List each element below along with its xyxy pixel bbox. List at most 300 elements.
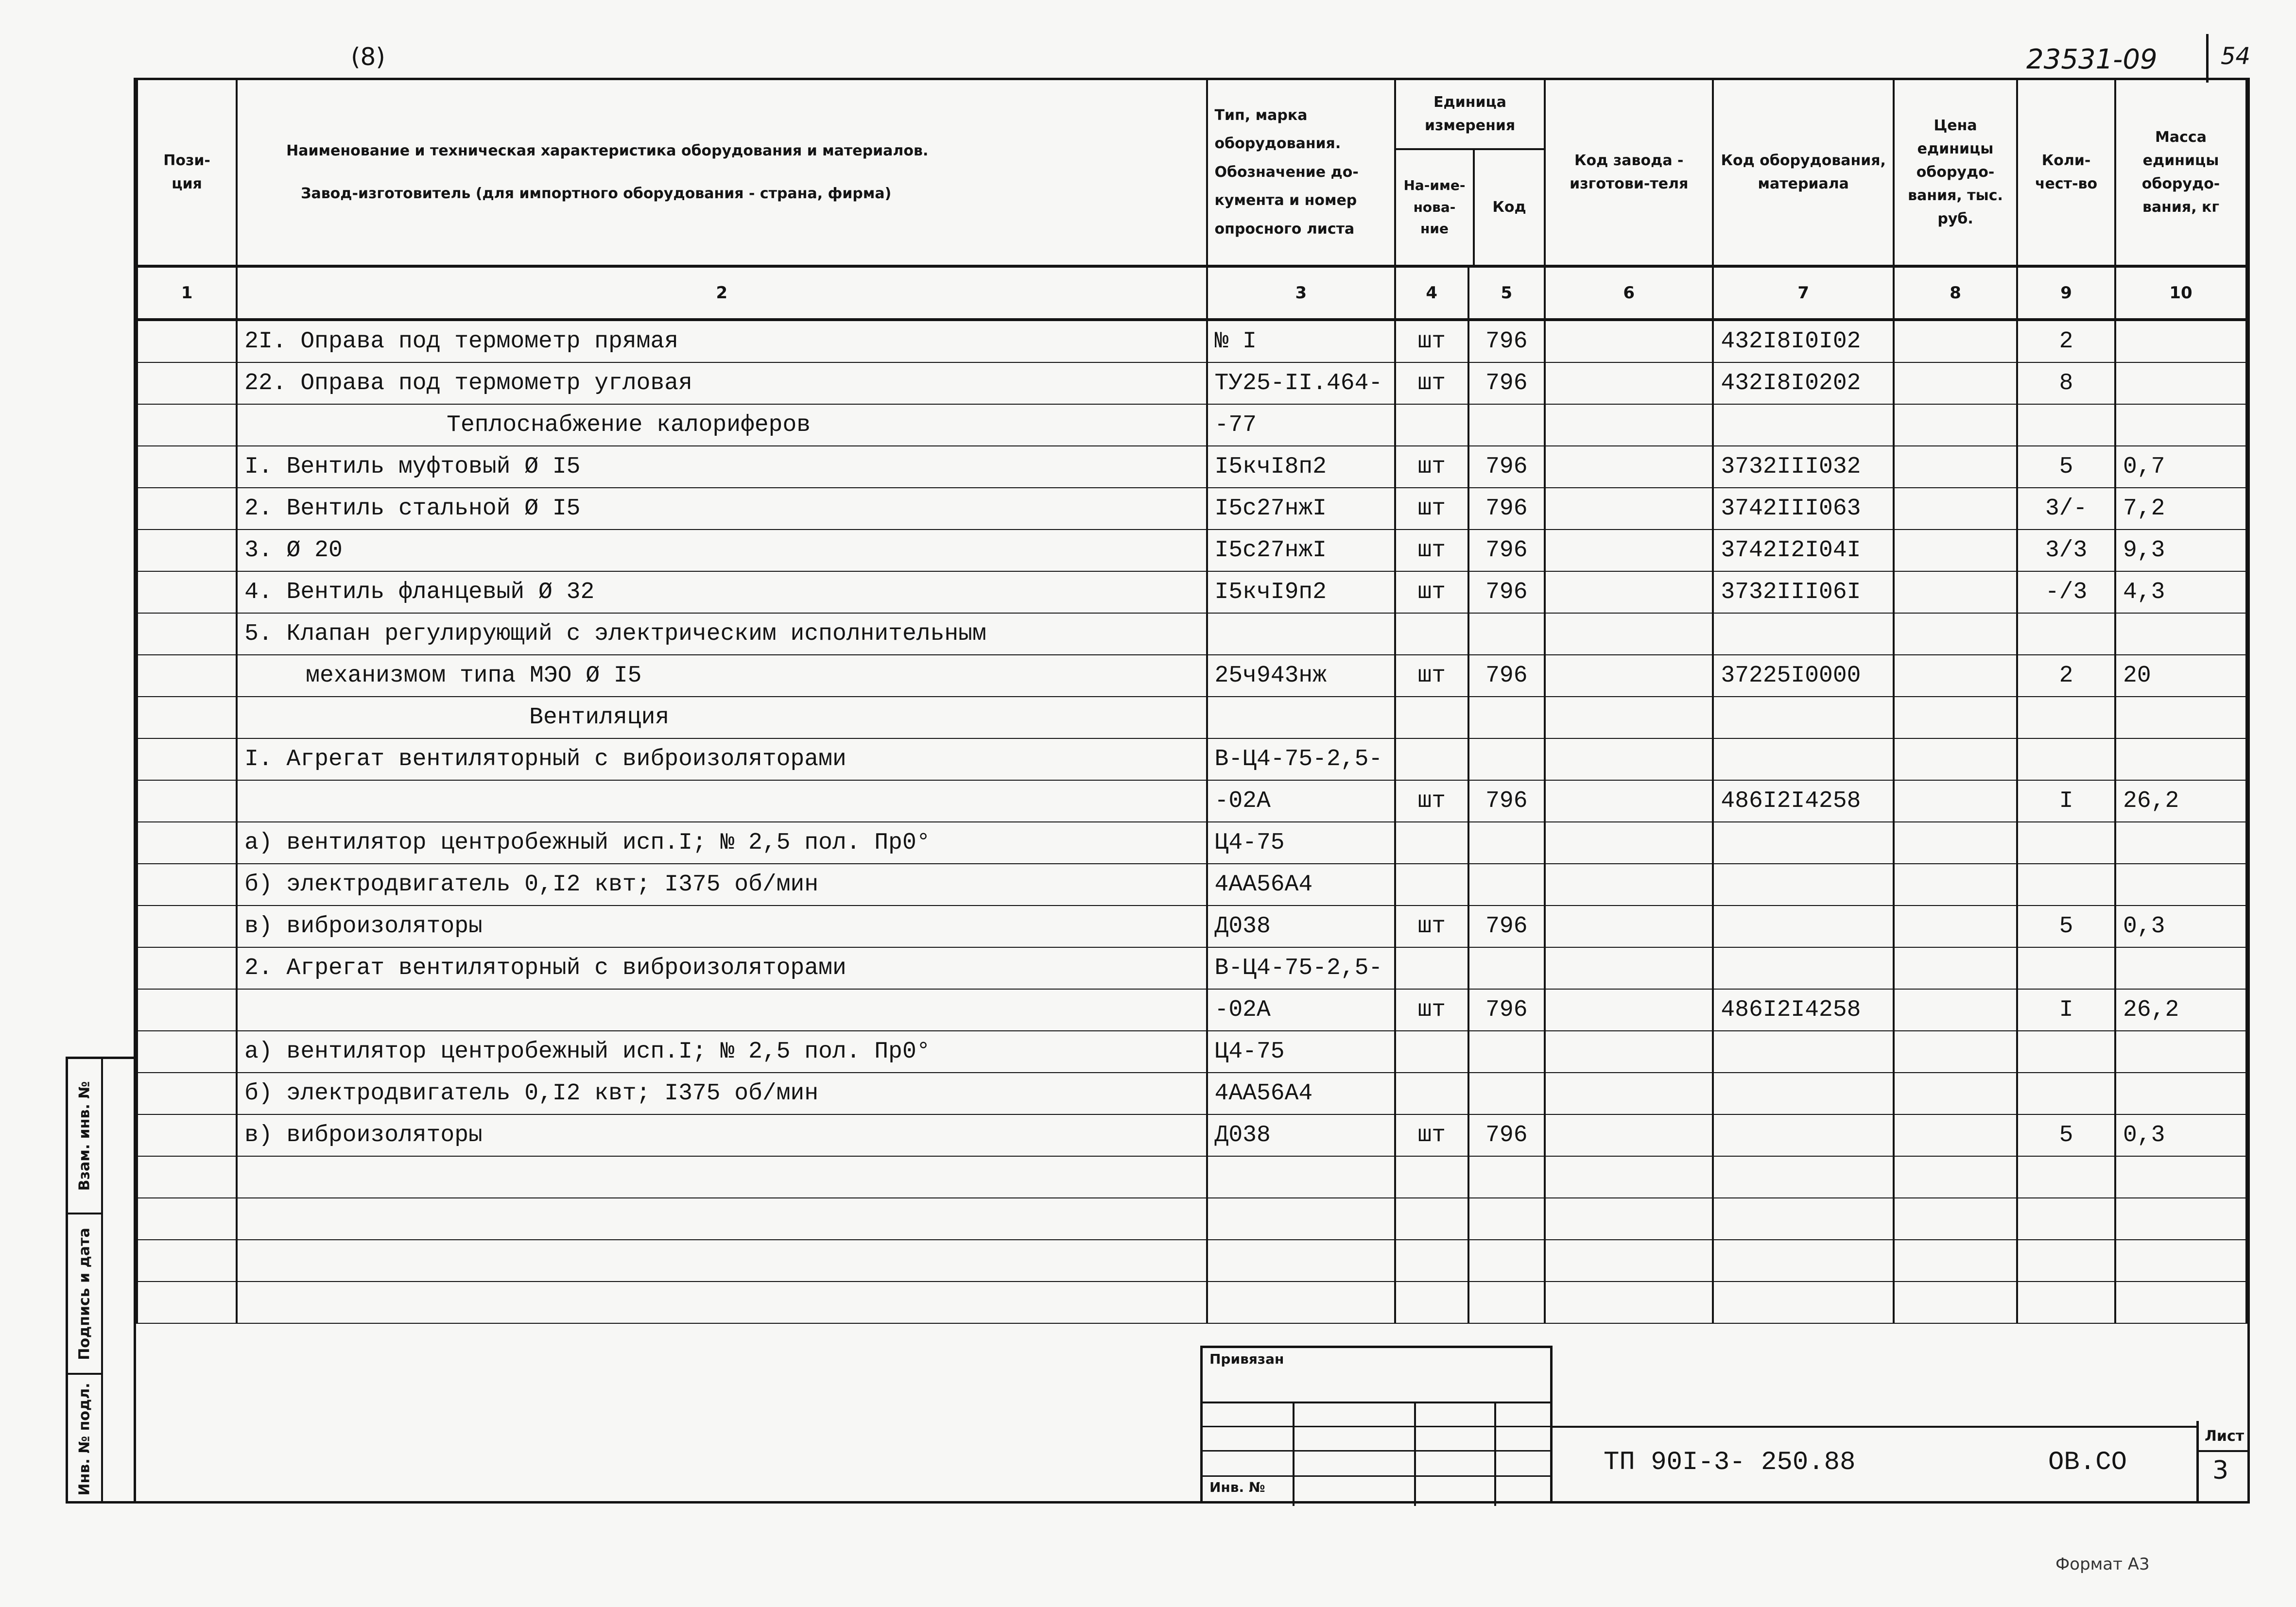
item-plant-code bbox=[1545, 1114, 1713, 1156]
table-row bbox=[137, 864, 2246, 906]
item-type: 4АА56А4 bbox=[1207, 864, 1395, 906]
item-unit: шт bbox=[1395, 571, 1468, 613]
item-mass: 26,2 bbox=[2115, 989, 2246, 1031]
item-unit-code: 796 bbox=[1468, 446, 1545, 488]
col-number: 2 bbox=[237, 266, 1207, 320]
item-price bbox=[1894, 822, 2017, 864]
item-mass bbox=[2115, 613, 2246, 655]
table-row bbox=[137, 1156, 2246, 1198]
item-name bbox=[237, 780, 1207, 822]
item-price bbox=[1894, 404, 2017, 446]
position bbox=[137, 571, 237, 613]
item-unit-code: 796 bbox=[1468, 655, 1545, 697]
stamp-title: Привязан bbox=[1209, 1351, 1284, 1367]
table-row bbox=[137, 404, 2246, 446]
table-row bbox=[137, 320, 2246, 362]
item-price bbox=[1894, 1198, 2017, 1240]
item-mass bbox=[2115, 1198, 2246, 1240]
item-plant-code bbox=[1545, 1240, 1713, 1282]
item-type: № I bbox=[1207, 320, 1395, 362]
item-unit-code bbox=[1468, 1240, 1545, 1282]
item-plant-code bbox=[1545, 530, 1713, 571]
item-unit: шт bbox=[1395, 989, 1468, 1031]
item-mass: 26,2 bbox=[2115, 780, 2246, 822]
item-equipment-code bbox=[1713, 822, 1894, 864]
header-name-line1: Наименование и техническая характеристика оборудования и материалов. bbox=[286, 142, 929, 159]
item-price bbox=[1894, 1156, 2017, 1198]
item-unit-code: 796 bbox=[1468, 780, 1545, 822]
item-unit-code: 796 bbox=[1468, 530, 1545, 571]
item-quantity bbox=[2017, 613, 2115, 655]
item-quantity bbox=[2017, 697, 2115, 738]
item-name: б) электродвигатель 0,I2 квт; I375 об/мин bbox=[237, 864, 1207, 906]
item-type: Д038 bbox=[1207, 1114, 1395, 1156]
item-mass bbox=[2115, 947, 2246, 989]
item-price bbox=[1894, 362, 2017, 404]
item-price bbox=[1894, 571, 2017, 613]
item-mass: 0,7 bbox=[2115, 446, 2246, 488]
header-quantity: Коли-чест-во bbox=[2017, 80, 2115, 266]
item-unit-code bbox=[1468, 404, 1545, 446]
table-row bbox=[137, 738, 2246, 780]
position bbox=[137, 738, 237, 780]
item-quantity bbox=[2017, 1031, 2115, 1073]
item-name bbox=[237, 1198, 1207, 1240]
table-row bbox=[137, 1282, 2246, 1323]
item-name: 3. Ø 20 bbox=[237, 530, 1207, 571]
item-unit bbox=[1395, 1198, 1468, 1240]
item-unit bbox=[1395, 947, 1468, 989]
item-name: Вентиляция bbox=[237, 697, 1207, 738]
item-plant-code bbox=[1545, 488, 1713, 530]
item-mass bbox=[2115, 697, 2246, 738]
item-equipment-code: 3732III06I bbox=[1713, 571, 1894, 613]
item-name: 2. Вентиль стальной Ø I5 bbox=[237, 488, 1207, 530]
item-plant-code bbox=[1545, 655, 1713, 697]
item-equipment-code: 3742III063 bbox=[1713, 488, 1894, 530]
position bbox=[137, 1031, 237, 1073]
item-equipment-code bbox=[1713, 947, 1894, 989]
item-name: б) электродвигатель 0,I2 квт; I375 об/мин bbox=[237, 1073, 1207, 1114]
position bbox=[137, 530, 237, 571]
item-unit: шт bbox=[1395, 780, 1468, 822]
left-margin-block bbox=[66, 1057, 134, 1504]
specification-table bbox=[136, 80, 2247, 1324]
item-equipment-code bbox=[1713, 1198, 1894, 1240]
item-name: в) виброизоляторы bbox=[237, 906, 1207, 947]
position bbox=[137, 655, 237, 697]
item-quantity bbox=[2017, 738, 2115, 780]
item-unit: шт bbox=[1395, 906, 1468, 947]
item-type: В-Ц4-75-2,5- bbox=[1207, 738, 1395, 780]
item-equipment-code: 3732III032 bbox=[1713, 446, 1894, 488]
item-type: I5с27нжI bbox=[1207, 488, 1395, 530]
margin-label: Инв. № подл. bbox=[76, 1383, 93, 1496]
item-mass bbox=[2115, 404, 2246, 446]
item-unit-code bbox=[1468, 1156, 1545, 1198]
item-price bbox=[1894, 1114, 2017, 1156]
item-mass: 0,3 bbox=[2115, 906, 2246, 947]
item-name: Теплоснабжение калориферов bbox=[237, 404, 1207, 446]
item-price bbox=[1894, 320, 2017, 362]
item-equipment-code bbox=[1713, 1114, 1894, 1156]
item-mass bbox=[2115, 738, 2246, 780]
item-plant-code bbox=[1545, 989, 1713, 1031]
position bbox=[137, 947, 237, 989]
table-row bbox=[137, 362, 2246, 404]
archive-number: 23531-09 bbox=[2026, 44, 2158, 75]
col-number: 7 bbox=[1713, 266, 1894, 320]
item-name bbox=[237, 989, 1207, 1031]
col-number: 9 bbox=[2017, 266, 2115, 320]
position bbox=[137, 697, 237, 738]
table-row bbox=[137, 1198, 2246, 1240]
item-type bbox=[1207, 1282, 1395, 1323]
item-mass: 9,3 bbox=[2115, 530, 2246, 571]
item-unit-code bbox=[1468, 822, 1545, 864]
position bbox=[137, 613, 237, 655]
item-price bbox=[1894, 1240, 2017, 1282]
item-price bbox=[1894, 780, 2017, 822]
item-mass bbox=[2115, 1073, 2246, 1114]
sheet-number: 3 bbox=[2212, 1456, 2229, 1485]
item-unit bbox=[1395, 738, 1468, 780]
position bbox=[137, 1156, 237, 1198]
position bbox=[137, 1198, 237, 1240]
item-unit bbox=[1395, 1282, 1468, 1323]
item-unit bbox=[1395, 1031, 1468, 1073]
table-row bbox=[137, 1073, 2246, 1114]
item-unit bbox=[1395, 822, 1468, 864]
position bbox=[137, 1114, 237, 1156]
column-numbers-row bbox=[137, 266, 2246, 320]
item-equipment-code bbox=[1713, 1031, 1894, 1073]
table-row bbox=[137, 780, 2246, 822]
item-equipment-code: 37225I0000 bbox=[1713, 655, 1894, 697]
item-price bbox=[1894, 947, 2017, 989]
header-price: Цена единицы оборудо-вания, тыс. руб. bbox=[1894, 80, 2017, 266]
table-row bbox=[137, 906, 2246, 947]
item-equipment-code bbox=[1713, 864, 1894, 906]
item-mass: 0,3 bbox=[2115, 1114, 2246, 1156]
item-unit-code: 796 bbox=[1468, 989, 1545, 1031]
format-label: Формат А3 bbox=[2055, 1555, 2150, 1574]
item-unit: шт bbox=[1395, 446, 1468, 488]
position bbox=[137, 488, 237, 530]
item-type: -77 bbox=[1207, 404, 1395, 446]
table-row bbox=[137, 822, 2246, 864]
item-plant-code bbox=[1545, 1073, 1713, 1114]
item-plant-code bbox=[1545, 697, 1713, 738]
item-unit: шт bbox=[1395, 320, 1468, 362]
item-type: I5с27нжI bbox=[1207, 530, 1395, 571]
col-number: 4 bbox=[1395, 266, 1468, 320]
item-equipment-code: 486I2I4258 bbox=[1713, 989, 1894, 1031]
item-type: Ц4-75 bbox=[1207, 1031, 1395, 1073]
item-quantity bbox=[2017, 1198, 2115, 1240]
position bbox=[137, 404, 237, 446]
item-type: I5кчI8п2 bbox=[1207, 446, 1395, 488]
col-number: 3 bbox=[1207, 266, 1395, 320]
item-unit-code bbox=[1468, 1282, 1545, 1323]
item-unit-code bbox=[1468, 1073, 1545, 1114]
title-block-divider bbox=[1553, 1426, 2199, 1428]
item-unit bbox=[1395, 1156, 1468, 1198]
col-number: 10 bbox=[2115, 266, 2246, 320]
item-name: в) виброизоляторы bbox=[237, 1114, 1207, 1156]
item-plant-code bbox=[1545, 446, 1713, 488]
item-unit bbox=[1395, 864, 1468, 906]
table-body bbox=[137, 320, 2246, 1323]
col-number: 5 bbox=[1468, 266, 1545, 320]
item-quantity bbox=[2017, 822, 2115, 864]
item-equipment-code: 432I8I0I02 bbox=[1713, 320, 1894, 362]
page-number: 54 bbox=[2221, 43, 2251, 70]
item-equipment-code bbox=[1713, 697, 1894, 738]
sheet-number-box bbox=[2196, 1421, 2250, 1504]
item-quantity: 8 bbox=[2017, 362, 2115, 404]
item-quantity: -/3 bbox=[2017, 571, 2115, 613]
position bbox=[137, 906, 237, 947]
item-equipment-code: 3742I2I04I bbox=[1713, 530, 1894, 571]
item-name: а) вентилятор центробежный исп.I; № 2,5 пол. Пр0° bbox=[237, 822, 1207, 864]
item-quantity bbox=[2017, 404, 2115, 446]
header-name bbox=[237, 80, 1207, 266]
item-unit: шт bbox=[1395, 530, 1468, 571]
item-unit-code bbox=[1468, 1031, 1545, 1073]
item-type: 4АА56А4 bbox=[1207, 1073, 1395, 1114]
item-quantity bbox=[2017, 1073, 2115, 1114]
item-type: Ц4-75 bbox=[1207, 822, 1395, 864]
item-type bbox=[1207, 1198, 1395, 1240]
item-plant-code bbox=[1545, 320, 1713, 362]
item-type bbox=[1207, 697, 1395, 738]
item-plant-code bbox=[1545, 822, 1713, 864]
item-quantity bbox=[2017, 947, 2115, 989]
item-name: I. Агрегат вентиляторный с виброизоляторами bbox=[237, 738, 1207, 780]
item-unit-code bbox=[1468, 738, 1545, 780]
item-plant-code bbox=[1545, 1282, 1713, 1323]
table-row bbox=[137, 697, 2246, 738]
col-number: 1 bbox=[137, 266, 237, 320]
header-name-line2: Завод-изготовитель (для импортного оборудования - страна, фирма) bbox=[301, 185, 892, 202]
item-mass bbox=[2115, 1156, 2246, 1198]
item-plant-code bbox=[1545, 613, 1713, 655]
item-type: В-Ц4-75-2,5- bbox=[1207, 947, 1395, 989]
table-row bbox=[137, 530, 2246, 571]
item-quantity bbox=[2017, 1282, 2115, 1323]
table-row bbox=[137, 1114, 2246, 1156]
item-equipment-code bbox=[1713, 1240, 1894, 1282]
item-plant-code bbox=[1545, 571, 1713, 613]
col-number: 6 bbox=[1545, 266, 1713, 320]
sheet-label: Лист bbox=[2205, 1428, 2244, 1445]
item-price bbox=[1894, 906, 2017, 947]
item-equipment-code bbox=[1713, 613, 1894, 655]
table-row bbox=[137, 1031, 2246, 1073]
item-name: 22. Оправа под термометр угловая bbox=[237, 362, 1207, 404]
item-price bbox=[1894, 655, 2017, 697]
position bbox=[137, 989, 237, 1031]
item-unit-code: 796 bbox=[1468, 571, 1545, 613]
item-equipment-code bbox=[1713, 1282, 1894, 1323]
item-name: а) вентилятор центробежный исп.I; № 2,5 пол. Пр0° bbox=[237, 1031, 1207, 1073]
item-name: I. Вентиль муфтовый Ø I5 bbox=[237, 446, 1207, 488]
item-type: Д038 bbox=[1207, 906, 1395, 947]
item-mass bbox=[2115, 1240, 2246, 1282]
item-quantity bbox=[2017, 1156, 2115, 1198]
item-equipment-code bbox=[1713, 906, 1894, 947]
stamp-inventory-label: Инв. № bbox=[1209, 1479, 1265, 1495]
bracket-label: (8) bbox=[351, 43, 385, 71]
item-price bbox=[1894, 989, 2017, 1031]
document-number: ТП 90I-3- 250.88 bbox=[1604, 1448, 1856, 1477]
item-equipment-code bbox=[1713, 738, 1894, 780]
item-mass: 20 bbox=[2115, 655, 2246, 697]
table-row bbox=[137, 613, 2246, 655]
item-price bbox=[1894, 738, 2017, 780]
table-row bbox=[137, 655, 2246, 697]
item-name bbox=[237, 1240, 1207, 1282]
item-unit-code bbox=[1468, 864, 1545, 906]
top-page-corner-line bbox=[2206, 34, 2209, 83]
header-equipment-code: Код оборудования, материала bbox=[1713, 80, 1894, 266]
col-number: 8 bbox=[1894, 266, 2017, 320]
header-unit-code: Код bbox=[1492, 199, 1526, 216]
table-row bbox=[137, 446, 2246, 488]
item-mass: 4,3 bbox=[2115, 571, 2246, 613]
item-quantity: I bbox=[2017, 780, 2115, 822]
item-name: 4. Вентиль фланцевый Ø 32 bbox=[237, 571, 1207, 613]
specification-sheet bbox=[134, 78, 2250, 1504]
position bbox=[137, 1240, 237, 1282]
item-type: -02А bbox=[1207, 780, 1395, 822]
item-quantity: 5 bbox=[2017, 446, 2115, 488]
binding-stamp bbox=[1200, 1346, 1553, 1504]
item-mass bbox=[2115, 1282, 2246, 1323]
item-quantity: 2 bbox=[2017, 655, 2115, 697]
item-unit-code: 796 bbox=[1468, 320, 1545, 362]
header-type: Тип, марка оборудования. Обозначение до-кумента и номер опросного листа bbox=[1207, 80, 1395, 266]
margin-cell-inventory bbox=[68, 1375, 103, 1504]
item-unit-code bbox=[1468, 947, 1545, 989]
item-quantity: 5 bbox=[2017, 906, 2115, 947]
item-price bbox=[1894, 446, 2017, 488]
item-mass bbox=[2115, 320, 2246, 362]
item-name: 2I. Оправа под термометр прямая bbox=[237, 320, 1207, 362]
table-row bbox=[137, 1240, 2246, 1282]
item-equipment-code bbox=[1713, 404, 1894, 446]
margin-cell-signature bbox=[68, 1214, 103, 1375]
header-unit-group bbox=[1395, 80, 1545, 266]
item-plant-code bbox=[1545, 404, 1713, 446]
header-position: Пози- ция bbox=[137, 80, 237, 266]
item-unit: шт bbox=[1395, 1114, 1468, 1156]
item-type: I5кчI9п2 bbox=[1207, 571, 1395, 613]
item-price bbox=[1894, 530, 2017, 571]
margin-label: Подпись и дата bbox=[76, 1227, 93, 1360]
item-type: -02А bbox=[1207, 989, 1395, 1031]
item-mass bbox=[2115, 362, 2246, 404]
item-price bbox=[1894, 697, 2017, 738]
item-unit bbox=[1395, 404, 1468, 446]
item-unit-code: 796 bbox=[1468, 906, 1545, 947]
header-mass: Масса единицы оборудо-вания, кг bbox=[2115, 80, 2246, 266]
item-equipment-code bbox=[1713, 1073, 1894, 1114]
item-unit bbox=[1395, 1073, 1468, 1114]
item-quantity: 3/3 bbox=[2017, 530, 2115, 571]
item-mass bbox=[2115, 822, 2246, 864]
item-unit-code bbox=[1468, 697, 1545, 738]
table-row bbox=[137, 488, 2246, 530]
item-quantity bbox=[2017, 1240, 2115, 1282]
margin-cell-replacement bbox=[68, 1059, 103, 1214]
item-equipment-code bbox=[1713, 1156, 1894, 1198]
item-quantity bbox=[2017, 864, 2115, 906]
item-quantity: 3/- bbox=[2017, 488, 2115, 530]
item-equipment-code: 432I8I0202 bbox=[1713, 362, 1894, 404]
table-row bbox=[137, 947, 2246, 989]
header-plant-code: Код завода - изготови-теля bbox=[1545, 80, 1713, 266]
item-name: 5. Клапан регулирующий с электрическим исполнительным bbox=[237, 613, 1207, 655]
item-unit-code bbox=[1468, 613, 1545, 655]
item-name bbox=[237, 1156, 1207, 1198]
item-mass bbox=[2115, 1031, 2246, 1073]
position bbox=[137, 822, 237, 864]
item-unit bbox=[1395, 697, 1468, 738]
item-name bbox=[237, 1282, 1207, 1323]
position bbox=[137, 362, 237, 404]
item-unit-code: 796 bbox=[1468, 1114, 1545, 1156]
item-plant-code bbox=[1545, 1031, 1713, 1073]
item-plant-code bbox=[1545, 1156, 1713, 1198]
item-type bbox=[1207, 613, 1395, 655]
item-type: ТУ25-II.464- bbox=[1207, 362, 1395, 404]
item-plant-code bbox=[1545, 362, 1713, 404]
margin-label: Взам. инв. № bbox=[76, 1081, 93, 1191]
item-unit: шт bbox=[1395, 488, 1468, 530]
item-type: 25ч943нж bbox=[1207, 655, 1395, 697]
position bbox=[137, 320, 237, 362]
document-section: ОВ.СО bbox=[2048, 1448, 2127, 1477]
item-unit: шт bbox=[1395, 655, 1468, 697]
item-price bbox=[1894, 864, 2017, 906]
position bbox=[137, 446, 237, 488]
item-unit-code: 796 bbox=[1468, 362, 1545, 404]
item-plant-code bbox=[1545, 738, 1713, 780]
position bbox=[137, 780, 237, 822]
item-quantity: 2 bbox=[2017, 320, 2115, 362]
item-plant-code bbox=[1545, 906, 1713, 947]
item-price bbox=[1894, 1073, 2017, 1114]
item-type bbox=[1207, 1240, 1395, 1282]
item-quantity: I bbox=[2017, 989, 2115, 1031]
item-plant-code bbox=[1545, 1198, 1713, 1240]
item-plant-code bbox=[1545, 864, 1713, 906]
item-unit bbox=[1395, 1240, 1468, 1282]
item-unit-code: 796 bbox=[1468, 488, 1545, 530]
item-type bbox=[1207, 1156, 1395, 1198]
item-unit bbox=[1395, 613, 1468, 655]
item-name: 2. Агрегат вентиляторный с виброизоляторами bbox=[237, 947, 1207, 989]
item-mass: 7,2 bbox=[2115, 488, 2246, 530]
header-unit-name: На-име-нова-ние bbox=[1396, 150, 1475, 265]
item-price bbox=[1894, 613, 2017, 655]
item-plant-code bbox=[1545, 780, 1713, 822]
table-row bbox=[137, 571, 2246, 613]
item-price bbox=[1894, 1282, 2017, 1323]
item-name: механизмом типа МЭО Ø I5 bbox=[237, 655, 1207, 697]
